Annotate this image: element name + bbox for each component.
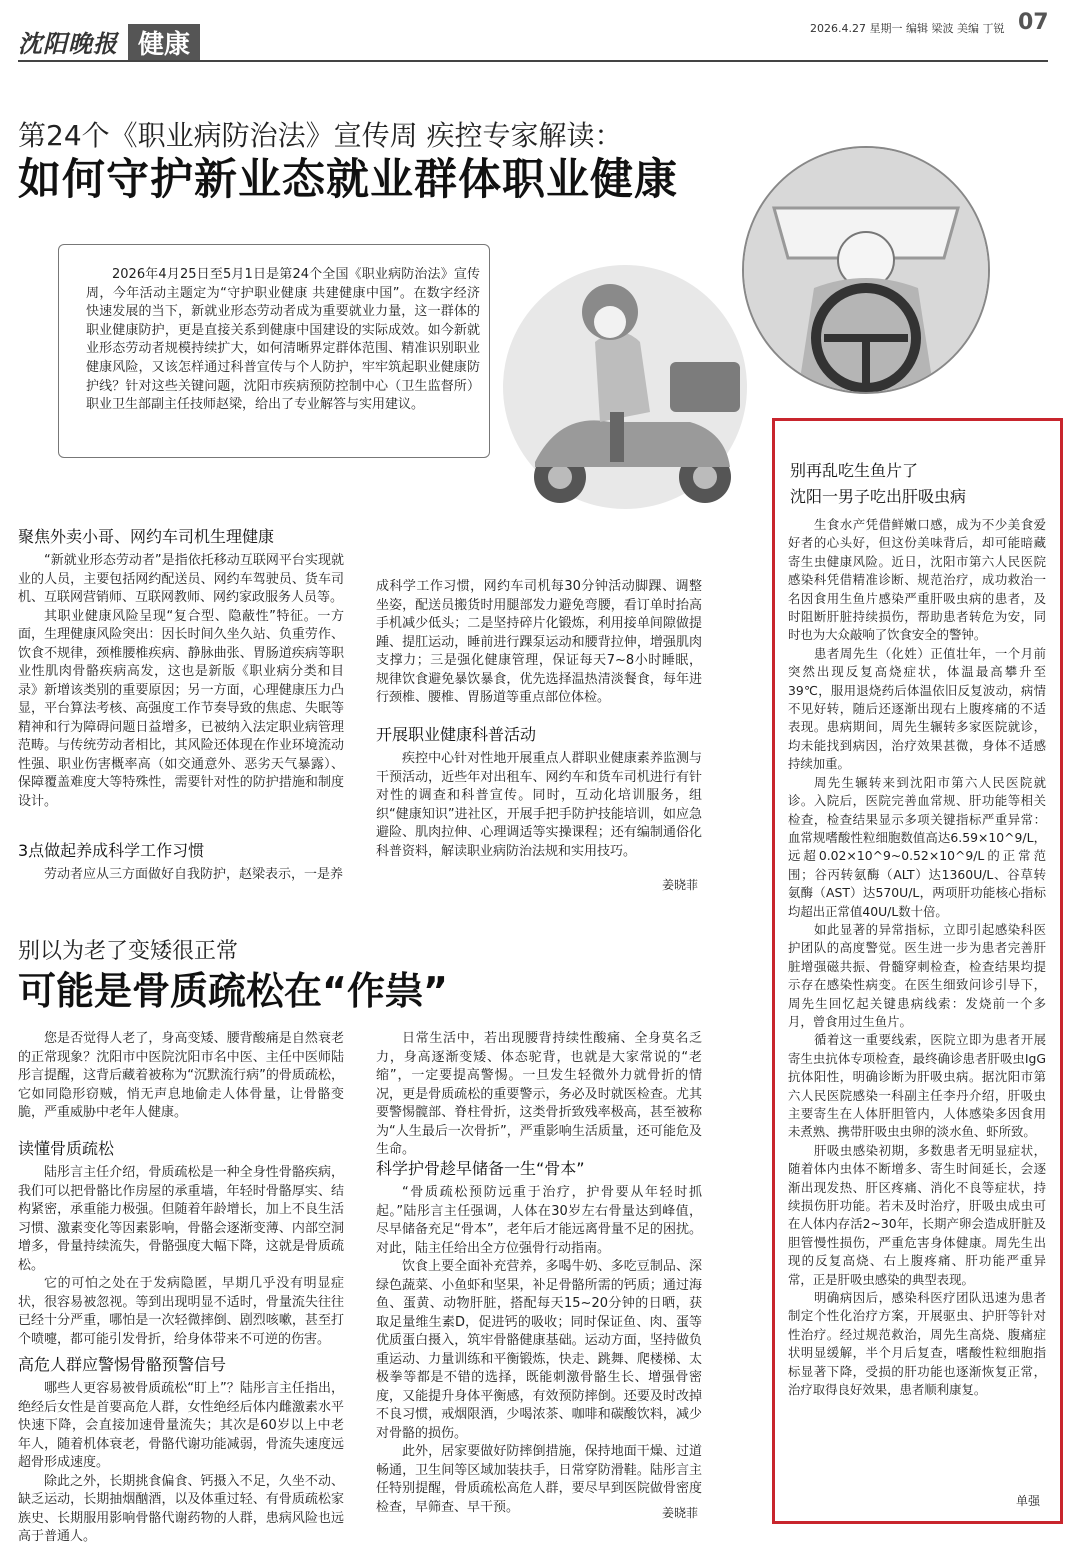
intro-text: 2026年4月25日至5月1日是第24个全国《职业病防治法》宣传周，今年活动主题定为“守护职业健康 共建健康中国”。在数字经济快速发展的当下，新就业形态劳动者成为重要就业力量，这一群体的职业健康防护，更是直接关系到健康中国建设的实际成效。如今新就业形态劳动者规模持续扩大，如何清晰界定群体范围、精准识别职业健康风险，又该怎样通过科普宣传与个人防护，牢牢筑起职业健康防护线？针对这些关键问题，沈阳市疾病预防控制中心（卫生监督所）职业卫生部副主任技师赵梁，给出了专业解答与实用建议。	[86, 267, 480, 413]
article2-subhead-1: 读懂骨质疏松	[18, 1139, 115, 1158]
article1-paragraph: 疾控中心针对性地开展重点人群职业健康素养监测与干预活动，近些年对出租车、网约车和货车司机进行有针对性的调查和科普宣传。同时，互动化培训服务，组织“健康知识”进社区，开展手把手防护技能培训，如应急避险、肌肉拉伸、心理调适等实操课程；还有编制通俗化科普资料，解读职业病防治法规和实用技巧。	[376, 751, 702, 859]
article2-byline: 姜晓菲	[662, 1506, 699, 1520]
sidebar-paragraph: 肝吸虫感染初期，多数患者无明显症状，随着体内虫体不断增多、寄生时间延长，会逐渐出现发热、肝区疼痛、消化不良等症状，持续损伤肝功能。若未及时治疗，肝吸虫成虫可在人体内存活2~30年，长期产卵会造成肝脏及胆管慢性损伤，严重危害身体健康。周先生出现的反复高烧、右上腹疼痛、肝功能严重异常，正是肝吸虫感染的典型表现。	[788, 1142, 1046, 1287]
sidebar-paragraph: 患者周先生（化姓）正值壮年，一个月前突然出现反复高烧症状，体温最高攀升至39℃，服用退烧药后体温依旧反复波动，病情不见好转，随后还逐渐出现右上腹疼痛的不适表现。患病期间，周先生辗转多家医院就诊，均未能找到病因，治疗效果甚微，身体不适感持续加重。	[788, 645, 1046, 772]
article1-paragraph: 劳动者应从三方面做好自我防护，赵梁表示，一是养	[44, 867, 344, 882]
sidebar-title-1: 别再乱吃生鱼片了	[790, 461, 919, 480]
sidebar-paragraph: 周先生辗转来到沈阳市第六人民医院就诊。入院后，医院完善血常规、肝功能等相关检查，检查结果显示多项关键指标严重异常：血常规嗜酸性粒细胞数值高达6.59×10^9/L，远超0.02×10^9~0.52×10^9/L的正常范围；谷丙转氨酶（ALT）达1360U/L、谷草转氨酶（AST）达570U/L，两项肝功能核心指标均超出正常值40U/L数十倍。	[788, 774, 1046, 919]
article2-paragraph: 此外，居家要做好防摔倒措施，保持地面干燥、过道畅通，卫生间等区域加装扶手，日常穿防滑鞋。陆彤言主任特别提醒，骨质疏松高危人群，要尽早到医院做骨密度检查，早筛查、早干预。	[376, 1444, 702, 1515]
article1-subhead-1: 聚焦外卖小哥、网约车司机生理健康	[18, 527, 275, 546]
article2-col1-c	[18, 1380, 344, 1547]
article2-subhead-2: 高危人群应警惕骨骼预警信号	[18, 1355, 227, 1374]
article1-col2-b	[376, 750, 702, 861]
scooter-courier-illustration	[500, 262, 750, 512]
article1-title: 如何守护新业态就业群体职业健康	[18, 155, 678, 205]
sidebar-byline: 单强	[1016, 1494, 1041, 1508]
sidebar-paragraph: 循着这一重要线索，医院立即为患者开展寄生虫抗体专项检查，最终确诊患者肝吸虫IgG抗体阳性，明确诊断为肝吸虫病。据沈阳市第六人民医院感染一科副主任李丹介绍，肝吸虫主要寄生在人体肝胆管内，人体感染多因食用未煮熟、携带肝吸虫虫卵的淡水鱼、虾所致。	[788, 1032, 1046, 1140]
article2-subhead-3: 科学护骨趁早储备一生“骨本”	[376, 1159, 585, 1178]
article2-paragraph: 日常生活中，若出现腰背持续性酸痛、全身莫名乏力，身高逐渐变矮、体态驼背，也就是大家常说的“老缩”，一定要提高警惕。一旦发生轻微外力就骨折的情况，更是骨质疏松的重要警示，务必及时就医检查。尤其要警惕髋部、脊柱骨折，这类骨折致残率极高，甚至被称为“人生最后一次骨折”，严重影响生活质量，还可能危及生命。	[376, 1031, 702, 1157]
section-tag: 健康	[128, 24, 200, 60]
article2-pre-title: 别以为老了变矮很正常	[18, 939, 239, 964]
article1-byline: 姜晓菲	[662, 878, 699, 892]
article2-paragraph: 饮食上要全面补充营养，多喝牛奶、多吃豆制品、深绿色蔬菜、小鱼虾和坚果，补足骨骼所需的钙质；通过海鱼、蛋黄、动物肝脏，搭配每天15~20分钟的日晒，获取足量维生素D，促进钙的吸收；同时保证鱼、肉、蛋等优质蛋白摄入，筑牢骨骼健康基础。运动方面，坚持做负重运动、力量训练和平衡锻炼，快走、跳舞、爬楼梯、太极拳等都是不错的选择，既能刺激骨骼生长、增强骨密度，又能提升身体平衡感，有效预防摔倒。还要及时改掉不良习惯，戒烟限酒，少喝浓茶、咖啡和碳酸饮料，减少对骨骼的损伤。	[376, 1259, 702, 1441]
article1-col2	[376, 578, 702, 708]
sidebar-paragraph: 明确病因后，感染科医疗团队迅速为患者制定个性化治疗方案，开展驱虫、护肝等针对性治疗。经过规范救治，周先生高烧、腹痛症状明显缓解，半个月后复查，嗜酸性粒细胞指标显著下降，受损的肝功能也逐渐恢复正常，治疗取得良好效果，患者顺利康复。	[788, 1290, 1046, 1398]
article1-paragraph: “新就业形态劳动者”是指依托移动互联网平台实现就业的人员，主要包括网约配送员、网约车驾驶员、货车司机、互联网营销师、互联网教师、网约家政服务人员等。	[18, 553, 344, 605]
date-editor-line: 2026.4.27 星期一 编辑 梁波 美编 丁锐	[810, 22, 1005, 35]
article2-col1	[18, 1030, 344, 1123]
article2-paragraph: “骨质疏松预防远重于治疗，护骨要从年轻时抓起。”陆彤言主任强调，人体在30岁左右骨量达到峰值，尽早储备充足“骨本”，老年后才能远离骨量不足的困扰。对此，陆主任给出全方位强骨行动指南。	[376, 1185, 702, 1256]
article1-paragraph: 成科学工作习惯，网约车司机每30分钟活动脚踝、调整坐姿，配送员搬货时用腿部发力避免弯腰，看订单时抬高手机减少低头；二是坚持碎片化锻炼，利用接单间隙做提踵、提肛运动，睡前进行踝泵运动和腰背拉伸，增强肌肉支撑力；三是强化健康管理，保证每天7~8小时睡眠，规律饮食避免暴饮暴食，优先选择温热清淡餐食，每年进行颈椎、腰椎、胃肠道等重点部位体检。	[376, 579, 702, 705]
article2-paragraph: 您是否觉得人老了，身高变矮、腰背酸痛是自然衰老的正常现象？沈阳市中医院沈阳市名中医、主任中医师陆彤言提醒，这背后藏着被称为“沉默流行病”的骨质疏松，它如同隐形窃贼，悄无声息地偷走人体骨量，让骨骼变脆，严重威胁中老年人健康。	[18, 1031, 344, 1120]
article1-col1-tail	[18, 866, 344, 885]
article2-paragraph: 哪些人更容易被骨质疏松“盯上”？陆彤言主任指出，绝经后女性是首要高危人群，女性绝经后体内雌激素水平快速下降，会直接加速骨量流失；其次是60岁以上中老年人，随着机体衰老，骨骼代谢功能减弱，骨流失速度远超骨形成速度。	[18, 1381, 344, 1470]
article2-paragraph: 它的可怕之处在于发病隐匿，早期几乎没有明显症状，很容易被忽视。等到出现明显不适时，骨量流失往往已经十分严重，哪怕是一次轻微摔倒、剧烈咳嗽，甚至打个喷嚏，都可能引发骨折，给身体带来不可逆的伤害。	[18, 1276, 344, 1347]
article2-paragraph: 陆彤言主任介绍，骨质疏松是一种全身性骨骼疾病，我们可以把骨骼比作房屋的承重墙，年轻时骨骼厚实、结构紧密，承重能力极强。但随着年龄增长，加上不良生活习惯、激素变化等因素影响，骨骼会逐渐变薄、内部空洞增多，骨量持续流失，骨骼强度大幅下降，这就是骨质疏松。	[18, 1165, 344, 1273]
article2-col2-b	[376, 1184, 702, 1517]
sidebar-title-2: 沈阳一男子吃出肝吸虫病	[790, 487, 967, 506]
sidebar-paragraph: 生食水产凭借鲜嫩口感，成为不少美食爱好者的心头好，但这份美味背后，却可能暗藏寄生虫健康风险。近日，沈阳市第六人民医院感染科凭借精准诊断、规范治疗，成功救治一名因食用生鱼片感染严重肝吸虫病的患者，及时阻断肝脏持续损伤，帮助患者转危为安，同时也为大众敲响了饮食安全的警钟。	[788, 517, 1046, 643]
article2-col1-b	[18, 1164, 344, 1349]
article2-paragraph: 除此之外，长期挑食偏食、钙摄入不足，久坐不动、缺乏运动，长期抽烟酗酒，以及体重过轻、有骨质疏松家族史、长期服用影响骨骼代谢药物的人群，患病风险也远高于普通人。	[18, 1473, 344, 1544]
newspaper-logo: 沈阳晚报	[18, 29, 118, 58]
article1-pre-title: 第24个《职业病防治法》宣传周 疾控专家解读：	[18, 119, 623, 152]
article1-subhead-3: 开展职业健康科普活动	[376, 725, 537, 744]
article2-col2	[376, 1030, 702, 1160]
article1-paragraph: 其职业健康风险呈现“复合型、隐蔽性”特征。一方面，生理健康风险突出：因长时间久坐久站、负重劳作、饮食不规律，颈椎腰椎疾病、静脉曲张、胃肠道疾病等职业性肌肉骨骼疾病高发，这也是新版《职业病分类和目录》新增该类别的重要原因；另一方面，心理健康压力凸显，平台算法考核、高强度工作节奏导致的焦虑、失眠等精神和行为障碍问题日益增多，已被纳入法定职业病管理范畴。与传统劳动者相比，其风险还体现在作业环境流动性强、职业伤害概率高（如交通意外、恶劣天气暴露）、保障覆盖难度大等特殊性，需要针对性的防护措施和制度设计。	[18, 608, 344, 809]
article1-col1	[18, 552, 344, 811]
page-number: 07	[1018, 10, 1049, 35]
sidebar-paragraph: 如此显著的异常指标，立即引起感染科医护团队的高度警觉。医生进一步为患者完善肝脏增强磁共振、骨髓穿刺检查，检查结果均提示存在感染性病变。在医生细致问诊引导下，周先生回忆起关键患病线索：发烧前一个多月，曾食用过生鱼片。	[788, 921, 1046, 1029]
sidebar-body	[788, 516, 1046, 1400]
article1-subhead-2: 3点做起养成科学工作习惯	[18, 841, 205, 860]
header-rule	[18, 60, 1048, 62]
car-driver-illustration	[742, 146, 990, 394]
article2-title: 可能是骨质疏松在“作祟”	[18, 969, 448, 1013]
